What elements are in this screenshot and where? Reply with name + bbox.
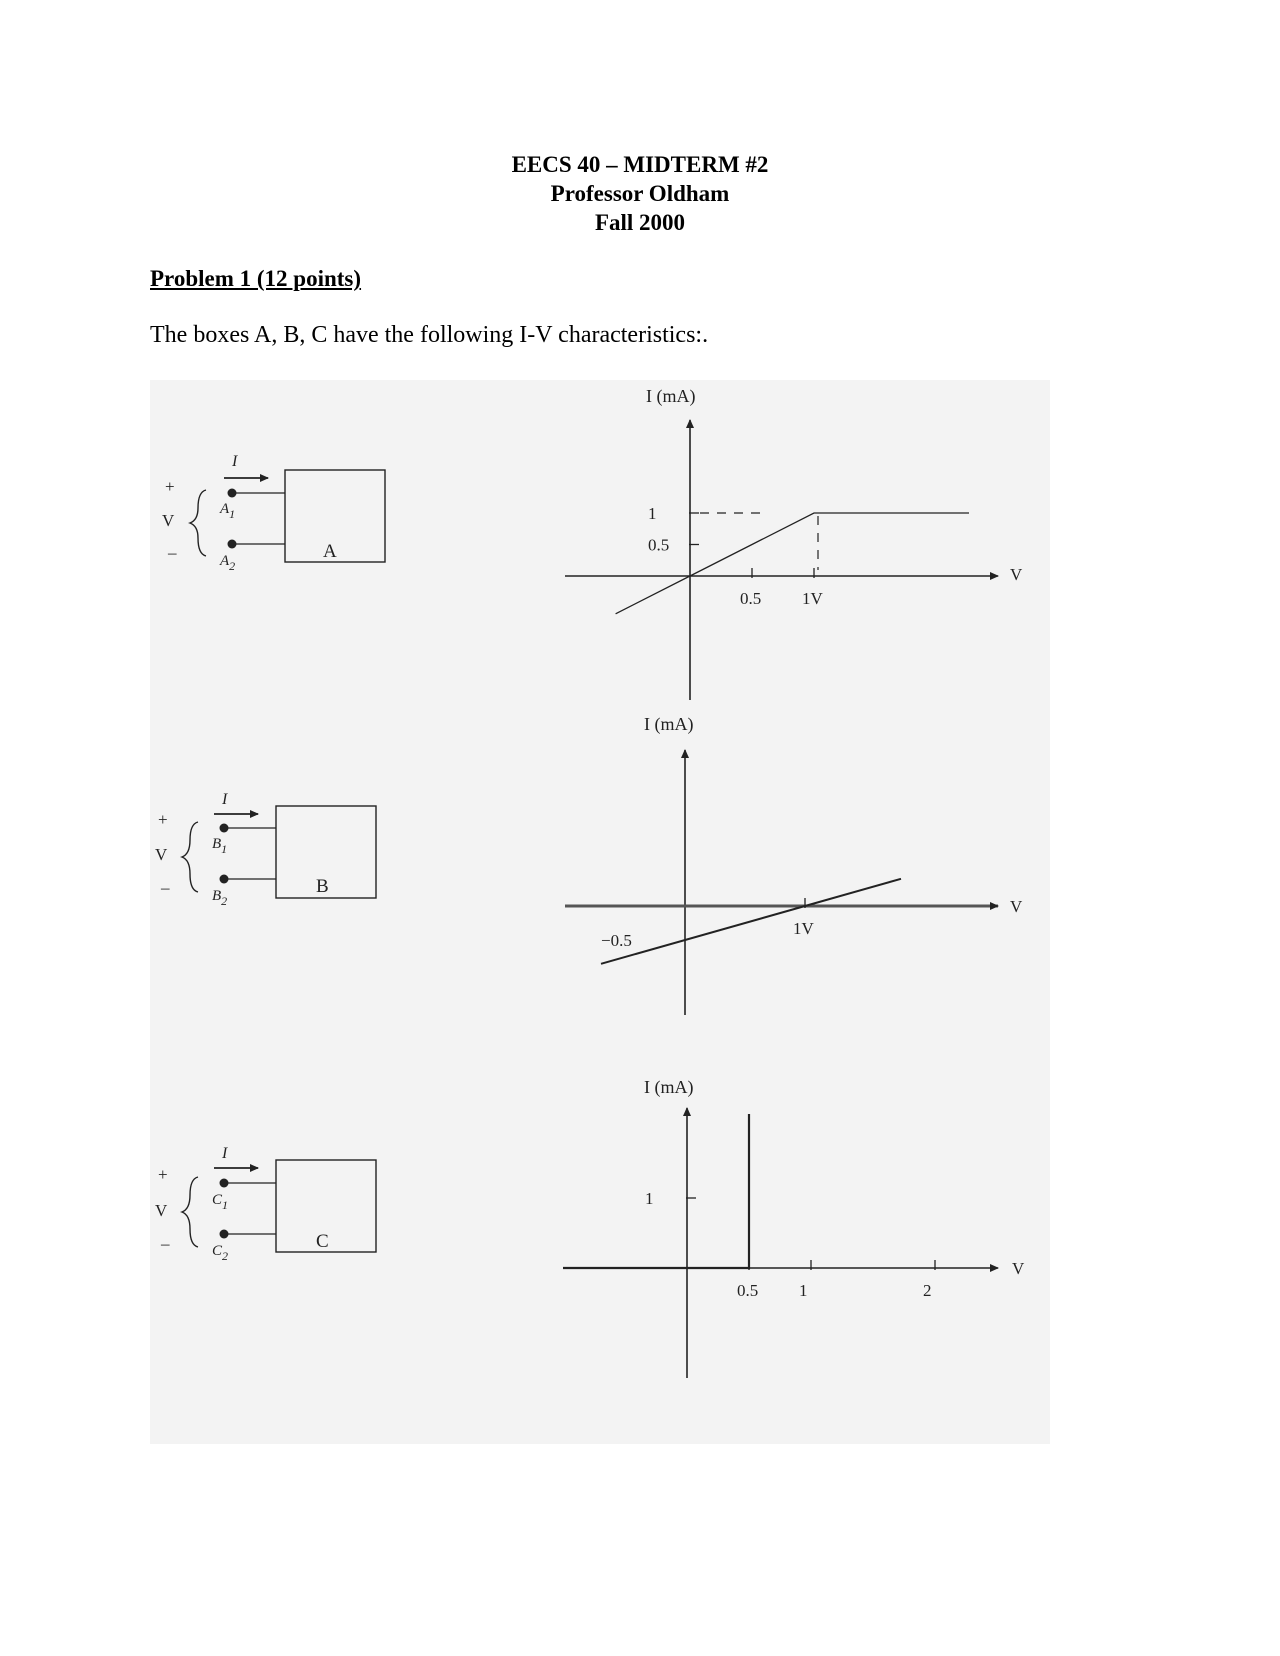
- graph-b-ytick-label-0: −0.5: [601, 931, 632, 950]
- box-c-terminal-top-label: $C_1$: [212, 1192, 229, 1212]
- graph-a-ticks: [648, 504, 824, 608]
- box-c-plus: +: [158, 1165, 168, 1184]
- graph-a-ytick-label-0: 1: [648, 504, 657, 523]
- figure-svg: [150, 380, 1050, 1444]
- box-a-current-label: I: [232, 453, 238, 470]
- box-c-circuit: [155, 1145, 376, 1263]
- box-a-plus: +: [165, 477, 175, 496]
- graph-c-xlabel: V: [1012, 1259, 1025, 1278]
- box-a-terminal-top-label: $A_1$: [220, 501, 236, 521]
- box-c-label: C: [316, 1231, 329, 1252]
- graph-a-ylabel: I (mA): [646, 386, 696, 406]
- box-b-plus: +: [158, 810, 168, 829]
- box-a-brace: [190, 490, 206, 556]
- exam-header: [0, 150, 1280, 237]
- problem-intro: The boxes A, B, C have the following I-V characteristics:.: [150, 322, 709, 348]
- exam-professor: Professor Oldham: [550, 181, 730, 206]
- box-a-minus: –: [168, 543, 177, 562]
- graph-c: [563, 1077, 1025, 1378]
- box-b-brace: [182, 822, 198, 892]
- box-a-voltage-label: V: [162, 511, 175, 530]
- problem-heading: Problem 1 (12 points): [150, 266, 362, 291]
- exam-title: EECS 40 – MIDTERM #2: [511, 152, 769, 177]
- graph-a-ytick-label-1: 0.5: [648, 535, 670, 555]
- graph-b: [565, 714, 1023, 1015]
- box-b-circuit: [155, 791, 376, 908]
- graph-a-xlabel: V: [1010, 565, 1023, 584]
- box-b-minus: –: [161, 878, 170, 897]
- graph-a: [565, 386, 1023, 700]
- exam-term: Fall 2000: [594, 210, 686, 235]
- graph-c-xtick-label-1: 1: [799, 1281, 808, 1300]
- graph-c-ylabel: I (mA): [644, 1077, 694, 1097]
- graph-b-ylabel: I (mA): [644, 714, 694, 734]
- box-b-current-label: I: [222, 791, 228, 808]
- graph-c-ticks: [645, 1189, 935, 1300]
- graph-a-xtick-label-0: 0.5: [740, 589, 762, 608]
- box-c-brace: [182, 1177, 198, 1247]
- graph-b-iv-curve: [601, 879, 901, 964]
- graph-c-ytick-label-0: 1: [645, 1189, 654, 1208]
- box-c-voltage-label: V: [155, 1201, 168, 1220]
- graph-b-xtick-label-0: 1V: [793, 919, 814, 938]
- graph-c-xtick-label-2: 2: [923, 1281, 932, 1300]
- box-b-terminal-bottom-label: $B_2$: [212, 888, 228, 908]
- iv-characteristics-figure: [150, 380, 1050, 1444]
- graph-c-iv-curve: [563, 1114, 749, 1268]
- box-c-minus: –: [161, 1234, 170, 1253]
- graph-b-xlabel: V: [1010, 897, 1023, 916]
- box-c-current-label: I: [222, 1145, 228, 1162]
- graph-a-xtick-label-1: 1V: [802, 589, 823, 608]
- box-b-voltage-label: V: [155, 845, 168, 864]
- box-b-terminal-top-label: $B_1$: [212, 836, 228, 856]
- box-c-terminal-bottom-label: $C_2$: [212, 1243, 229, 1263]
- box-a-terminal-bottom-label: $A_2$: [220, 553, 236, 573]
- box-b-label: B: [316, 876, 329, 897]
- box-a-label: A: [323, 541, 337, 562]
- graph-c-xtick-label-0: 0.5: [737, 1281, 759, 1300]
- graph-a-iv-curve: [616, 513, 969, 614]
- box-a-circuit: [162, 453, 385, 573]
